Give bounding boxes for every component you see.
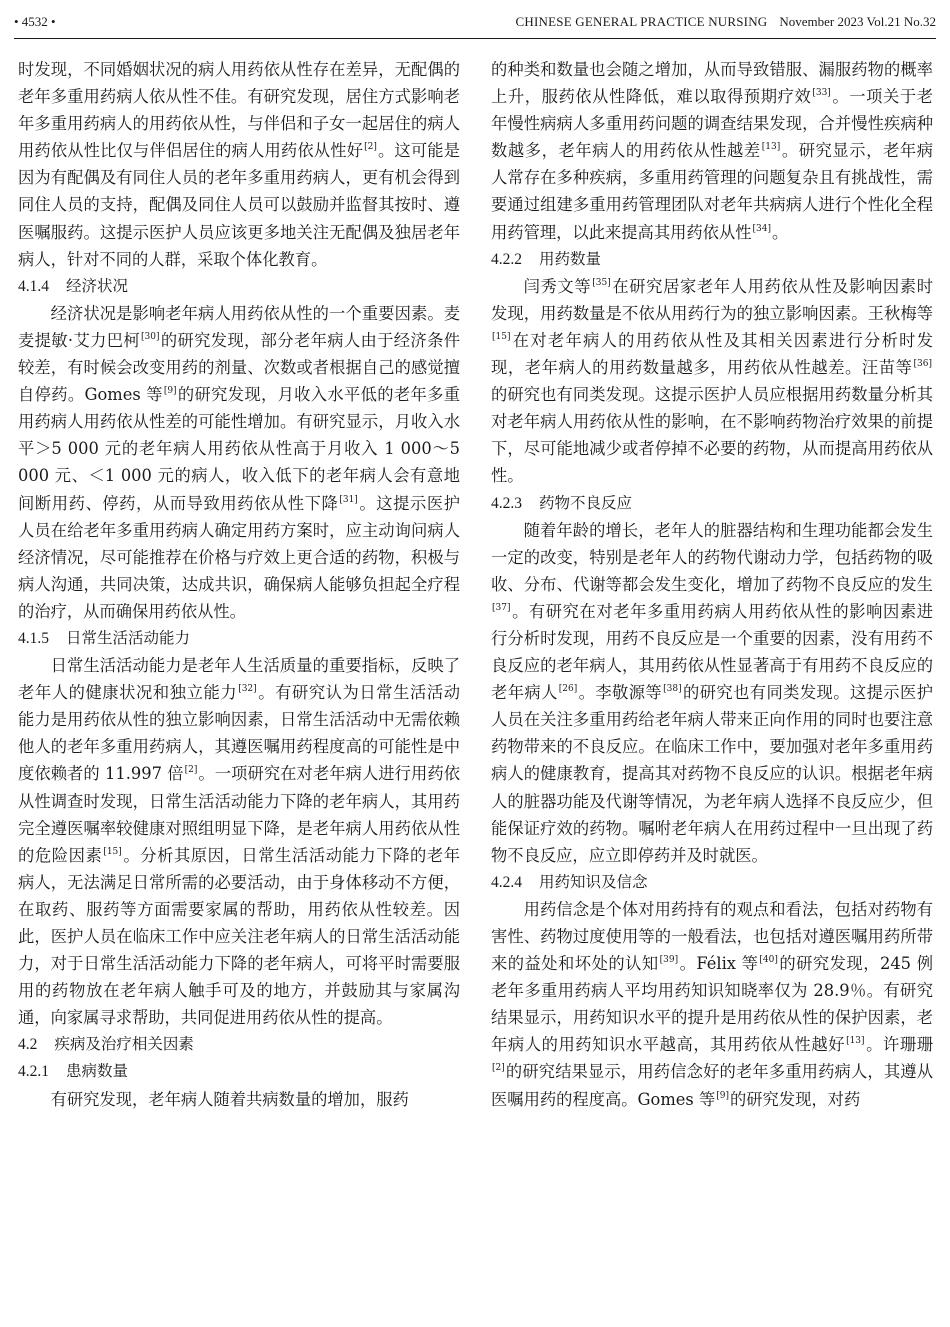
paragraph: 日常生活活动能力是老年人生活质量的重要指标，反映了老年人的健康状况和独立能力[32]。有研究认为日常生活活动能力是用药依从性的独立影响因素，日常生活活动中无需依赖他人的老年多重用药病人，其遵医嘱用药程度高的可能性是中度依赖者的 11.997 倍[2]。一项研究在对老年病人进行用药依从性调查时发现，日常生活活动能力下降的老年病人，其用药完全遵医嘱率较健康对照组明显下降，是老年病人用药依从性的危险因素[15]。分析其原因，日常生活活动能力下降的老年病人，无法满足日常所需的必要活动，由于身体移动不方便，在取药、服药等方面需要家属的帮助，用药依从性较差。因此，医护人员在临床工作中应关注老年病人的日常生活活动能力，对于日常生活活动能力下降的老年病人，可将平时需要服用的药物放在老年病人触手可及的地方，并鼓励其与家属沟通，向家属寻求帮助，共同促进用药依从性的提高。 bbox=[18, 656, 460, 1028]
citation: [2] bbox=[492, 1063, 505, 1074]
citation: [38] bbox=[663, 684, 682, 695]
citation: [35] bbox=[592, 277, 611, 288]
citation: [9] bbox=[163, 386, 177, 397]
right-column bbox=[491, 56, 933, 1113]
section-heading: 4.1.4 经济状况 bbox=[18, 276, 129, 295]
citation: [32] bbox=[238, 684, 257, 695]
citation: [9] bbox=[716, 1090, 729, 1101]
paragraph: 经济状况是影响老年病人用药依从性的一个重要因素。麦麦提敏·艾力巴柯[30]的研究发现，部分老年病人由于经济条件较差，有时候会改变用药的剂量、次数或者根据自己的感觉擅自停药。Gomes 等[9]的研究发现，月收入水平低的老年多重用药病人用药依从性差的可能性增加。有研究显示，月收入水平＞5 000 元的老年病人用药依从性高于月收入 1 000～5 000 元、＜1 000 元的病人，收入低下的老年病人会有意地间断用药、停药，从而导致用药依从性下降[31]。这提示医护人员在给老年多重用药病人确定用药方案时，应主动询问病人经济情况，尽可能推荐在价格与疗效上更合适的药物，积极与病人沟通，共同决策，达成共识，确保病人能够负担起全疗程的治疗，从而确保用药依从性。 bbox=[18, 303, 460, 621]
citation: [40] bbox=[759, 955, 778, 966]
section-heading: 4.2.2 用药数量 bbox=[491, 249, 602, 268]
citation: [39] bbox=[659, 955, 679, 966]
paragraph: 用药信念是个体对用药持有的观点和看法，包括对药物有害性、药物过度使用等的一般看法，也包括对遵医嘱用药所带来的益处和坏处的认知[39]。Félix 等[40]的研究发现，245 例老年多重用药病人平均用药知识知晓率仅为 28.9％。有研究结果显示，用药知识水平的提升是用药依从性的保护因素，老年病人的用药知识水平越高，其用药依从性越好[13]。许珊珊[2]的研究结果显示，用药信念好的老年多重用药病人，其遵从医嘱用药的程度高。Gomes 等[9]的研究发现，对药 bbox=[491, 899, 933, 1109]
left-column bbox=[18, 56, 460, 1113]
citation: [30] bbox=[141, 331, 160, 342]
citation: [13] bbox=[761, 142, 781, 153]
paragraph: 时发现，不同婚姻状况的病人用药依从性存在差异，无配偶的老年多重用药病人依从性不佳。有研究发现，居住方式影响老年多重用药病人的用药依从性，与伴侣和子女一起居住的病人用药依从性比仅与伴侣居住的病人用药依从性好[2]。这可能是因为有配偶及有同住人员的老年多重用药病人，更有机会得到同住人员的支持，配偶及同住人员可以鼓励并监督其按时、遵医嘱服药。这提示医护人员应该更多地关注无配偶及独居老年病人，针对不同的人群，采取个体化教育。 bbox=[18, 60, 460, 269]
citation: [31] bbox=[339, 494, 358, 505]
paragraph: 闫秀文等[35]在研究居家老年人用药依从性及影响因素时发现，用药数量是不依从用药行为的独立影响因素。王秋梅等[15]在对老年病人的用药依从性及其相关因素进行分析时发现，老年病人的用药数量越多，用药依从性越差。汪苗等[36]的研究也有同类发现。这提示医护人员应根据用药数量分析其对老年病人用药依从性的影响，在不影响药物治疗效果的前提下，尽可能地减少或者停掉不必要的药物，从而提高用药依从性。 bbox=[491, 276, 933, 486]
citation: [37] bbox=[492, 602, 511, 613]
paragraph: 有研究发现，老年病人随着共病数量的增加，服药 bbox=[50, 1089, 409, 1109]
header-rule bbox=[14, 38, 936, 39]
paragraph: 随着年龄的增长，老年人的脏器结构和生理功能都会发生一定的改变，特别是老年人的药物代谢动力学，包括药物的吸收、分布、代谢等都会发生变化，增加了药物不良反应的发生[37]。有研究在对老年多重用药病人用药依从性的影响因素进行分析时发现，用药不良反应是一个重要的因素，没有用药不良反应的老年病人，其用药依从性显著高于有用药不良反应的老年病人[26]。李敬源等[38]的研究也有同类发现。这提示医护人员在关注多重用药给老年病人带来正向作用的同时也要注意药物带来的不良反应。在临床工作中，要加强对老年多重用药病人的健康教育，提高其对药物不良反应的认识。根据老年病人的脏器功能及代谢等情况，为老年病人选择不良反应少，但能保证疗效的药物。嘱咐老年病人在用药过程中一旦出现了药物不良反应，应立即停药并及时就医。 bbox=[491, 520, 933, 865]
section-heading: 4.2.4 用药知识及信念 bbox=[491, 872, 648, 891]
citation: [2] bbox=[184, 765, 198, 776]
citation: [13] bbox=[846, 1036, 865, 1047]
citation: [26] bbox=[558, 684, 578, 695]
citation: [15] bbox=[492, 331, 511, 342]
citation: [15] bbox=[103, 846, 122, 857]
citation: [36] bbox=[913, 359, 932, 370]
section-heading: 4.2.1 患病数量 bbox=[18, 1062, 129, 1081]
citation: [2] bbox=[364, 142, 377, 153]
section-heading: 4.1.5 日常生活活动能力 bbox=[18, 628, 191, 647]
section-heading: 4.2.3 药物不良反应 bbox=[491, 493, 633, 512]
page-number: • 4532 • bbox=[14, 14, 56, 29]
citation: [33] bbox=[812, 88, 831, 99]
paragraph: 的种类和数量也会随之增加，从而导致错服、漏服药物的概率上升，服药依从性降低，难以取得预期疗效[33]。一项关于老年慢性病病人多重用药问题的调查结果发现，合并慢性疾病种数越多，老年病人的用药依从性越差[13]。研究显示，老年病人常存在多种疾病，多重用药管理的问题复杂且有挑战性，需要通过组建多重用药管理团队对老年共病病人进行个性化全程用药管理，以此来提高其用药依从性[34]。 bbox=[491, 60, 933, 242]
issue-info: November 2023 Vol.21 No.32 bbox=[779, 14, 936, 29]
running-header bbox=[14, 10, 936, 34]
section-heading: 4.2 疾病及治疗相关因素 bbox=[18, 1035, 194, 1054]
journal-title: CHINESE GENERAL PRACTICE NURSING bbox=[515, 14, 768, 29]
citation: [34] bbox=[752, 223, 771, 234]
